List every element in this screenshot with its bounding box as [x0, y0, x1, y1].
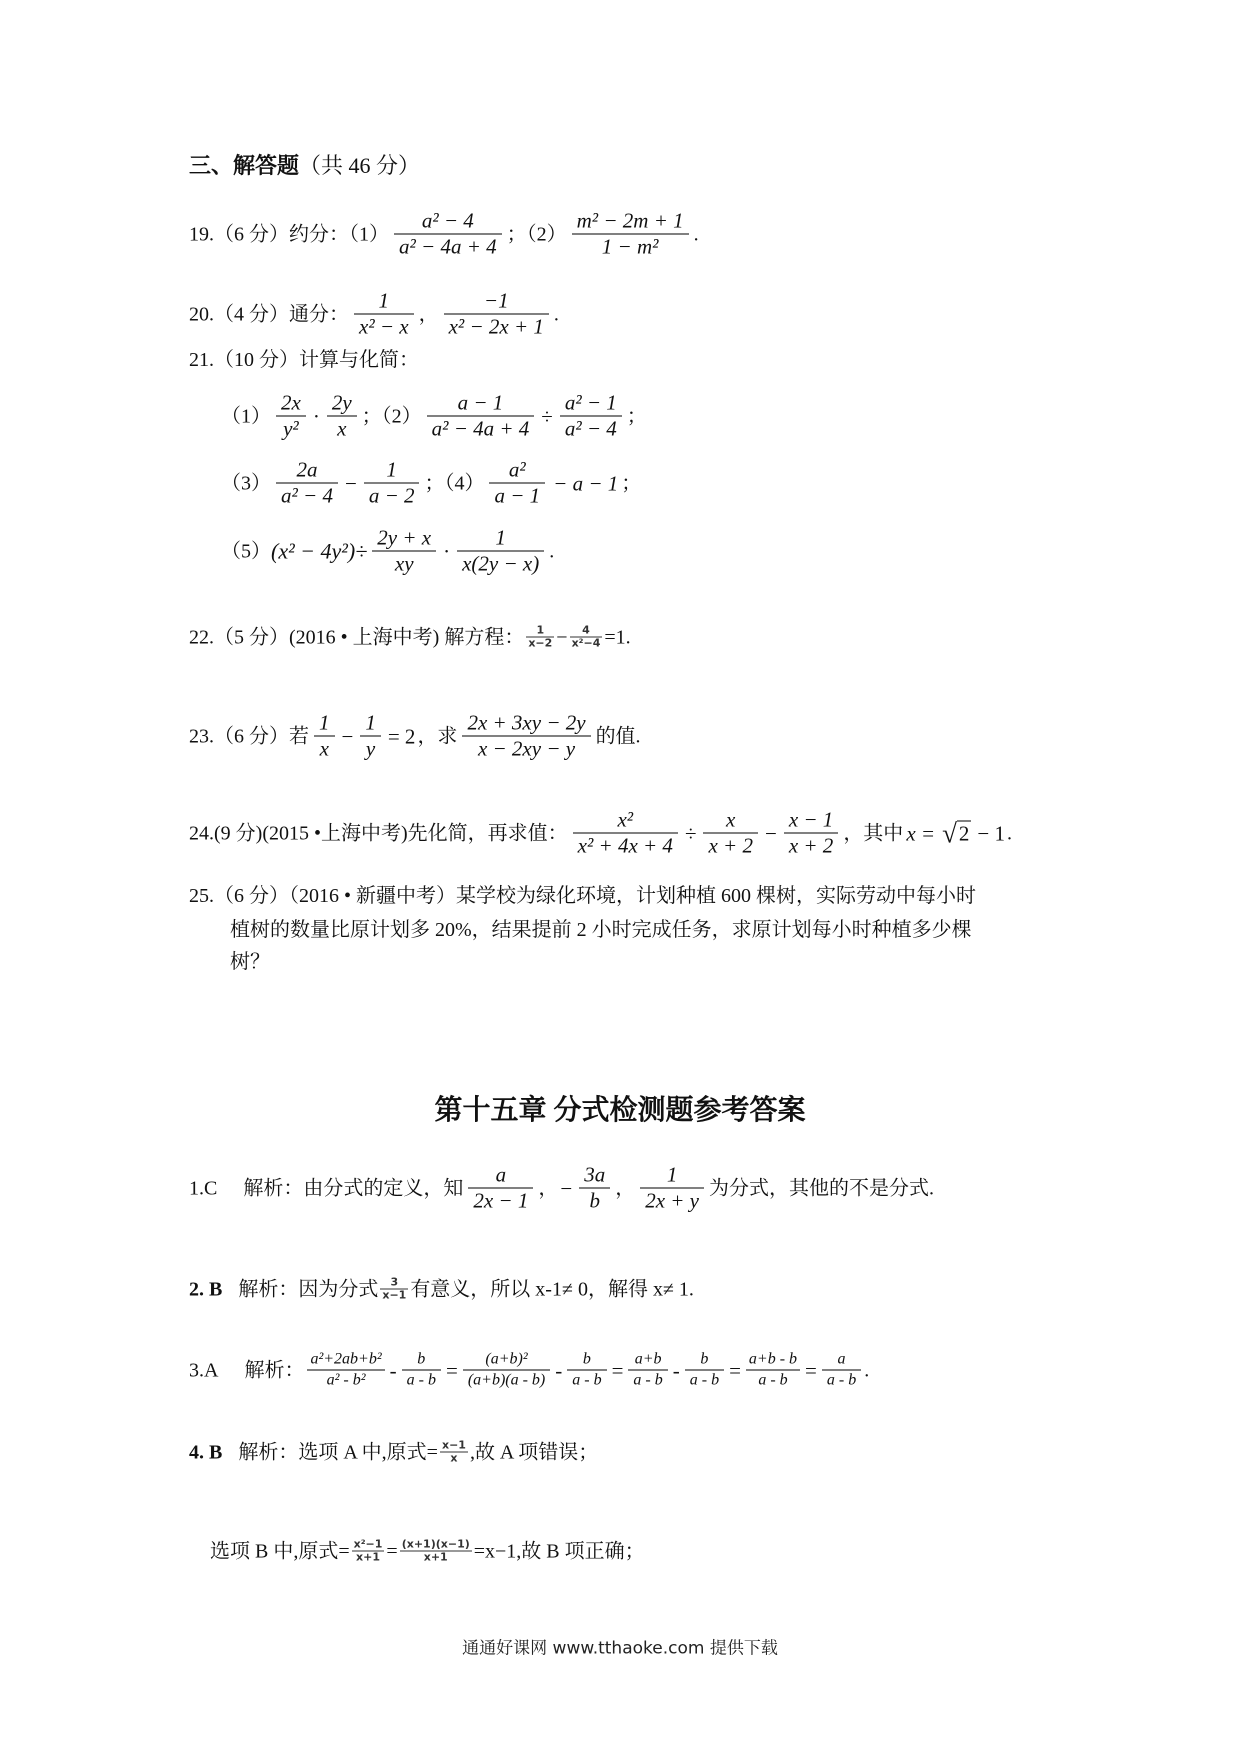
q21-p1-fraction-2	[327, 392, 357, 441]
denominator: a - b	[633, 1371, 663, 1389]
denominator: a² - b²	[326, 1371, 366, 1389]
numerator: x²	[573, 809, 678, 834]
q21-part-5	[221, 527, 554, 576]
denominator: x + 2	[708, 833, 753, 858]
equals-sign: =	[445, 1358, 458, 1382]
a3-fraction-5	[628, 1351, 667, 1390]
q23-mid: ，求	[417, 725, 458, 747]
numerator: 1	[314, 712, 335, 737]
a3-fraction-2	[402, 1351, 441, 1390]
divide-operator: ÷	[684, 821, 697, 845]
numerator: 1	[526, 625, 554, 638]
q24-tail: − 1	[977, 821, 1005, 845]
q20-fraction-2	[444, 290, 549, 339]
q21-part-3-4	[221, 459, 641, 508]
a3-fraction-4	[567, 1351, 606, 1390]
question-25-line-1	[189, 884, 976, 908]
denominator: y²	[283, 416, 299, 441]
question-21	[189, 348, 419, 372]
a3-fraction-3	[463, 1351, 550, 1390]
numerator: 1	[640, 1164, 704, 1189]
q19-fraction-2	[572, 210, 689, 259]
denominator: x(2y − x)	[462, 551, 540, 576]
q20-fraction-1	[354, 290, 414, 339]
q22-fraction-2	[570, 625, 603, 650]
question-19	[189, 210, 699, 259]
a1-fraction-3	[640, 1164, 704, 1213]
denominator: x	[319, 736, 329, 761]
denominator: x+1	[356, 1550, 380, 1564]
numerator: 4	[570, 625, 603, 638]
equals-sign: =	[386, 1540, 398, 1562]
numerator: 2x + 3xy − 2y	[462, 712, 590, 737]
q24-fraction-2	[703, 809, 758, 858]
numerator: x	[703, 809, 758, 834]
denominator: x² − x	[359, 314, 409, 339]
denominator: b	[589, 1188, 600, 1213]
q23-end: 的值.	[595, 725, 641, 747]
numerator: b	[402, 1351, 441, 1371]
denominator: x−1	[382, 1288, 407, 1302]
numerator: (x+1)(x−1)	[401, 1537, 470, 1551]
a1-separator-1: ，	[538, 1177, 559, 1199]
answer-4-label: 4. B	[189, 1441, 223, 1463]
answer-2	[189, 1277, 694, 1302]
denominator: x−2	[528, 636, 553, 650]
answer-3-label: 3.A	[189, 1359, 219, 1381]
q21-p5-label: （5）	[221, 540, 271, 562]
answer-4-option-b	[210, 1539, 645, 1564]
q23-prefix: 23.（6 分）若	[189, 725, 309, 747]
numerator: a² − 1	[560, 392, 622, 417]
q21-p2-fraction-1	[427, 392, 535, 441]
q22-fraction-1	[526, 625, 554, 650]
equals-sign: =	[729, 1358, 741, 1382]
denominator: 2x + y	[645, 1188, 699, 1213]
q21-p3-fraction-2	[364, 459, 420, 508]
equals-sign: =	[611, 1358, 624, 1382]
a3-fraction-6	[685, 1351, 724, 1390]
answer-1-end: 为分式，其他的不是分式.	[709, 1177, 934, 1199]
section-points: （共 46 分）	[299, 153, 421, 178]
q23-fraction-2	[360, 712, 381, 761]
q21-p1-label: （1）	[221, 405, 271, 427]
q19-end: .	[693, 223, 699, 245]
q24-mid: ，其中	[843, 822, 904, 844]
numerator: a+b - b	[746, 1351, 800, 1371]
question-25-line-3	[230, 950, 270, 974]
denominator: a - b	[826, 1371, 857, 1389]
denominator: x	[450, 1451, 458, 1465]
radicand: 2	[958, 821, 970, 846]
q24-fraction-1	[573, 809, 678, 858]
q24-end: .	[1006, 822, 1012, 844]
numerator: x − 1	[784, 809, 839, 834]
denominator: x²−4	[571, 636, 601, 650]
a4b-fraction-1	[352, 1539, 385, 1564]
denominator: a² − 4	[564, 416, 617, 441]
q20-prefix: 20.（4 分）通分：	[189, 303, 349, 325]
minus-operator: -	[389, 1358, 397, 1382]
q21-p4-tail: − a − 1	[553, 471, 619, 495]
q21-p1-separator: ；（2）	[361, 405, 422, 427]
numerator: a	[468, 1164, 533, 1189]
numerator: 2y + x	[372, 527, 436, 552]
page-footer: 通通好课网 www.tthaoke.com 提供下载	[462, 1638, 778, 1659]
q21-p5-end: .	[549, 540, 555, 562]
a3-fraction-8	[822, 1351, 861, 1390]
answer-4-end: ,故 A 项错误；	[469, 1441, 599, 1463]
denominator: x	[337, 416, 347, 441]
q23-fraction-3	[462, 712, 590, 761]
denominator: a − 1	[494, 483, 541, 508]
multiply-operator: ·	[443, 539, 451, 563]
numerator: 1	[457, 527, 544, 552]
q21-p3-end: ；	[621, 472, 642, 494]
numerator: a²+2ab+b²	[307, 1351, 384, 1371]
numerator: x−1	[441, 1438, 466, 1452]
numerator: 1	[360, 712, 381, 737]
answer-1-label: 1.C	[189, 1177, 218, 1199]
answer-3-end: .	[864, 1359, 870, 1381]
q19-separator: ；（2）	[506, 223, 567, 245]
numerator: 2y	[327, 392, 357, 417]
numerator: x²−1	[353, 1537, 383, 1551]
a2-fraction	[380, 1277, 408, 1302]
denominator: a - b	[689, 1371, 720, 1389]
q24-variable: x =	[906, 821, 936, 845]
answer-1-prefix: 解析：由分式的定义，知	[243, 1177, 464, 1199]
numerator: 2a	[276, 459, 338, 484]
answer-2-prefix: 解析：因为分式	[238, 1278, 379, 1300]
equals-sign: =	[805, 1358, 817, 1382]
q24-fraction-3	[784, 809, 839, 858]
a1-separator-2: ，	[615, 1177, 636, 1199]
q21-p3-fraction-1	[276, 459, 338, 508]
a4b-fraction-2	[400, 1539, 472, 1564]
denominator: a - b	[406, 1371, 436, 1389]
denominator: (a+b)(a - b)	[467, 1371, 546, 1389]
radical-sign: √	[942, 818, 957, 848]
numerator: m² − 2m + 1	[572, 210, 689, 235]
q20-separator: ，	[418, 303, 439, 325]
numerator: −1	[444, 290, 549, 315]
minus-operator: −	[341, 724, 354, 748]
q21-p5-fraction-1	[372, 527, 436, 576]
denominator: x+1	[423, 1550, 448, 1564]
q24-prefix: 24.(9 分)(2015 •上海中考)先化简，再求值：	[189, 822, 568, 844]
q19-fraction-1	[394, 210, 502, 259]
q21-part-1-2	[221, 392, 647, 441]
q20-end: .	[553, 303, 559, 325]
denominator: y	[365, 736, 376, 761]
answer-3	[189, 1351, 869, 1390]
q21-p4-fraction	[489, 459, 545, 508]
minus-operator: −	[764, 821, 777, 845]
a1-fraction-1	[468, 1164, 533, 1213]
denominator: x² + 4x + 4	[577, 833, 673, 858]
answers-title: 第十五章 分式检测题参考答案	[434, 1095, 806, 1126]
denominator: x − 2xy − y	[477, 736, 576, 761]
q25-text: 植树的数量比原计划多 20%，结果提前 2 小时完成任务，求原计划每小时种植多少棵	[230, 919, 972, 941]
q25-text: 树？	[230, 951, 270, 973]
answer-1	[189, 1164, 934, 1213]
numerator: 1	[354, 290, 414, 315]
section-title: 三、解答题	[189, 153, 300, 178]
option-b-prefix: 选项 B 中,原式=	[210, 1540, 350, 1562]
question-24	[189, 809, 1012, 858]
a1-fraction-2	[579, 1164, 610, 1213]
denominator: 2x − 1	[473, 1188, 529, 1213]
denominator: a² − 4	[281, 483, 333, 508]
minus-operator: −	[344, 471, 357, 495]
q22-prefix: 22.（5 分）(2016 • 上海中考) 解方程：	[189, 626, 525, 648]
question-23	[189, 712, 641, 761]
q25-text: 25.（6 分）（2016 • 新疆中考）某学校为绿化环境，计划种植 600 棵树，实际劳动中每小时	[189, 885, 977, 907]
option-b-end: =x−1,故 B 项正确；	[473, 1540, 645, 1562]
q21-p1-fraction-1	[276, 392, 306, 441]
question-20	[189, 290, 559, 339]
q21-p3-separator: ；（4）	[424, 472, 485, 494]
denominator: a - b	[572, 1371, 602, 1389]
section-heading	[189, 154, 420, 178]
a3-fraction-1	[307, 1351, 384, 1390]
numerator: (a+b)²	[463, 1351, 550, 1371]
numerator: b	[567, 1351, 606, 1371]
negative-sign: −	[560, 1176, 573, 1200]
question-25-line-2	[230, 918, 972, 942]
q23-equals: = 2	[387, 724, 416, 748]
denominator: xy	[394, 551, 414, 576]
multiply-operator: ·	[312, 404, 320, 428]
a4-fraction	[440, 1440, 468, 1465]
q21-p1-end: ；	[626, 405, 647, 427]
numerator: 3	[380, 1277, 408, 1290]
denominator: a - b	[758, 1371, 788, 1389]
numerator: 2x	[276, 392, 306, 417]
answer-4	[189, 1440, 598, 1465]
q21-p3-label: （3）	[221, 472, 271, 494]
minus-operator: -	[555, 1358, 563, 1382]
denominator: a − 2	[368, 483, 415, 508]
denominator: a² − 4a + 4	[399, 234, 497, 259]
answer-3-prefix: 解析：	[244, 1359, 305, 1381]
q21-prefix: 21.（10 分）计算与化简：	[189, 349, 419, 371]
q21-p5-lead: (x² − 4y²)÷	[271, 538, 368, 563]
minus-operator: -	[672, 1358, 680, 1382]
numerator: a² − 4	[394, 210, 502, 235]
numerator: b	[685, 1351, 724, 1371]
numerator: a	[822, 1351, 861, 1371]
q23-fraction-1	[314, 712, 335, 761]
minus-operator: −	[556, 626, 568, 648]
numerator: 3a	[579, 1164, 610, 1189]
q22-end: =1.	[604, 626, 631, 648]
divide-operator: ÷	[541, 404, 553, 428]
numerator: 1	[364, 459, 420, 484]
numerator: a²	[489, 459, 545, 484]
numerator: a+b	[628, 1351, 667, 1371]
answer-2-label: 2. B	[189, 1278, 223, 1300]
numerator: a − 1	[427, 392, 535, 417]
denominator: x + 2	[788, 833, 834, 858]
denominator: x² − 2x + 1	[448, 314, 544, 339]
q21-p2-fraction-2	[560, 392, 622, 441]
a3-fraction-7	[746, 1351, 800, 1390]
q19-prefix: 19.（6 分）约分：（1）	[189, 223, 389, 245]
denominator: 1 − m²	[601, 234, 659, 259]
q21-p5-fraction-2	[457, 527, 544, 576]
question-22	[189, 625, 631, 650]
answer-2-end: 有意义，所以 x-1≠ 0，解得 x≠ 1.	[410, 1278, 694, 1300]
answer-4-prefix: 解析：选项 A 中,原式=	[238, 1441, 438, 1463]
denominator: a² − 4a + 4	[431, 416, 530, 441]
